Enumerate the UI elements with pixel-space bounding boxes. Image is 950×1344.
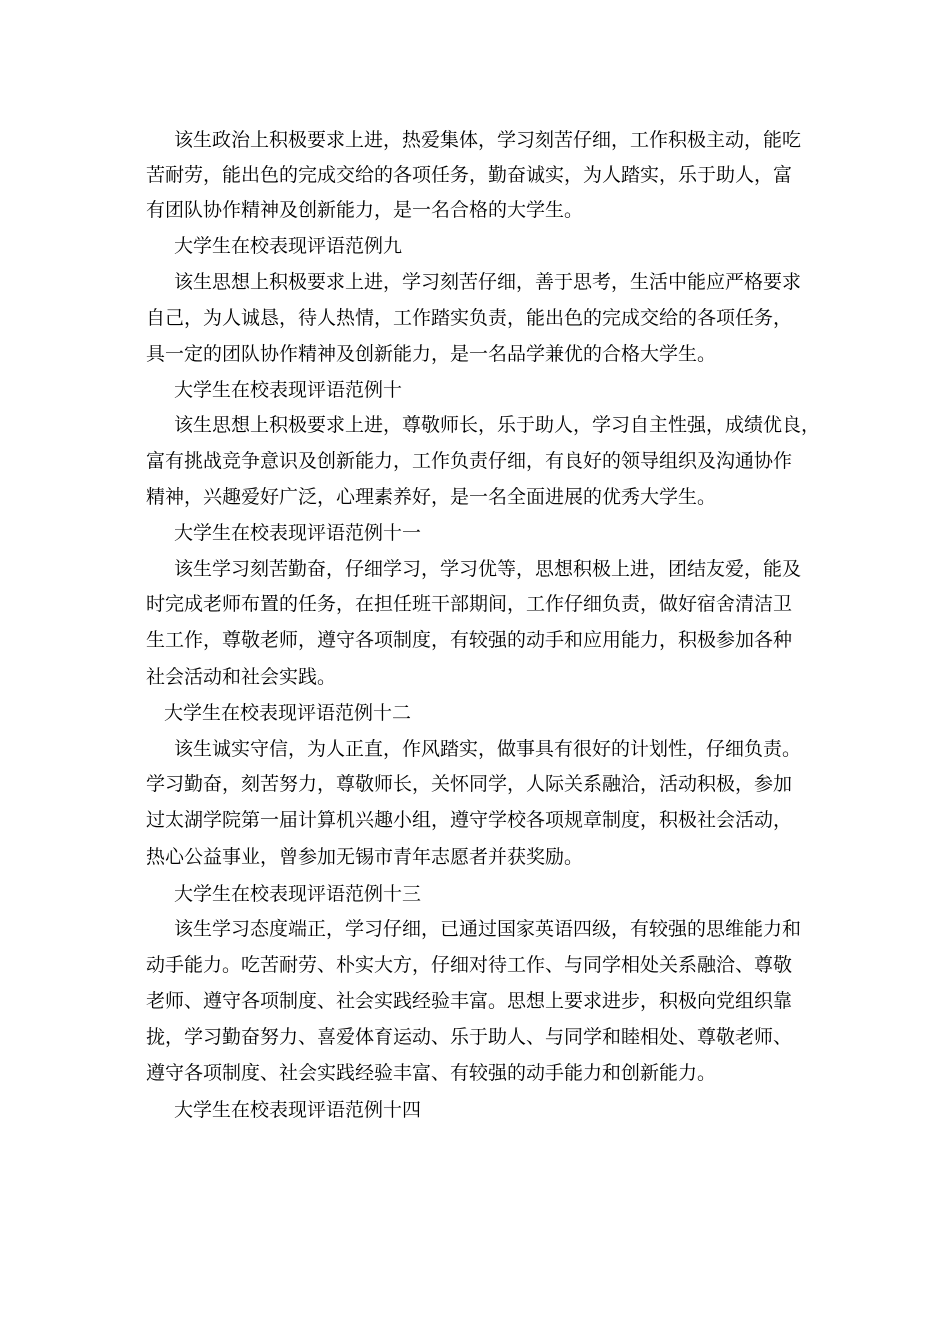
section-heading: 大学生在校表现评语范例十一 <box>174 522 422 544</box>
text-line: 自己，为人诚恳，待人热情，工作踏实负责，能出色的完成交给的各项任务， <box>146 307 793 329</box>
text-line: 精神，兴趣爱好广泛，心理素养好，是一名全面进展的优秀大学生。 <box>146 486 717 508</box>
text-line: 过太湖学院第一届计算机兴趣小组，遵守学校各项规章制度，积极社会活动， <box>146 809 793 831</box>
text-line: 热心公益事业，曾参加无锡市青年志愿者并获奖励。 <box>146 846 584 868</box>
text-line: 该生思想上积极要求上进，学习刻苦仔细，善于思考，生活中能应严格要求 <box>174 271 802 293</box>
text-line: 生工作，尊敬老师，遵守各项制度，有较强的动手和应用能力，积极参加各种 <box>146 629 793 651</box>
text-line: 学习勤奋，刻苦努力，尊敬师长，关怀同学，人际关系融洽，活动积极，参加 <box>146 773 793 795</box>
text-line: 该生诚实守信，为人正直，作风踏实，做事具有很好的计划性，仔细负责。 <box>174 738 802 760</box>
text-line: 该生学习态度端正，学习仔细，已通过国家英语四级，有较强的思维能力和 <box>174 918 802 940</box>
text-line: 具一定的团队协作精神及创新能力，是一名品学兼优的合格大学生。 <box>146 343 717 365</box>
section-heading: 大学生在校表现评语范例九 <box>174 235 403 257</box>
text-line: 老师、遵守各项制度、社会实践经验丰富。思想上要求进步，积极向党组织靠 <box>146 990 793 1012</box>
text-line: 遵守各项制度、社会实践经验丰富、有较强的动手能力和创新能力。 <box>146 1062 717 1084</box>
text-line: 富有挑战竞争意识及创新能力，工作负责仔细，有良好的领导组织及沟通协作 <box>146 450 793 472</box>
text-line: 拢，学习勤奋努力、喜爱体育运动、乐于助人、与同学和睦相处、尊敬老师、 <box>146 1026 793 1048</box>
section-heading: 大学生在校表现评语范例十四 <box>174 1099 422 1121</box>
text-line: 苦耐劳，能出色的完成交给的各项任务，勤奋诚实，为人踏实，乐于助人，富 <box>146 164 793 186</box>
text-line: 时完成老师布置的任务，在担任班干部期间，工作仔细负责，做好宿舍清洁卫 <box>146 593 793 615</box>
text-line: 动手能力。吃苦耐劳、朴实大方，仔细对待工作、与同学相处关系融洽、尊敬 <box>146 954 793 976</box>
section-heading: 大学生在校表现评语范例十三 <box>174 883 422 905</box>
text-line: 该生学习刻苦勤奋，仔细学习，学习优等，思想积极上进，团结友爱，能及 <box>174 558 802 580</box>
text-line: 有团队协作精神及创新能力，是一名合格的大学生。 <box>146 199 584 221</box>
section-heading: 大学生在校表现评语范例十二 <box>164 702 412 724</box>
text-line: 该生思想上积极要求上进，尊敬师长，乐于助人，学习自主性强，成绩优良， <box>174 414 821 436</box>
section-heading: 大学生在校表现评语范例十 <box>174 379 403 401</box>
text-line: 社会活动和社会实践。 <box>146 666 337 688</box>
text-line: 该生政治上积极要求上进，热爱集体，学习刻苦仔细，工作积极主动，能吃 <box>174 129 802 151</box>
